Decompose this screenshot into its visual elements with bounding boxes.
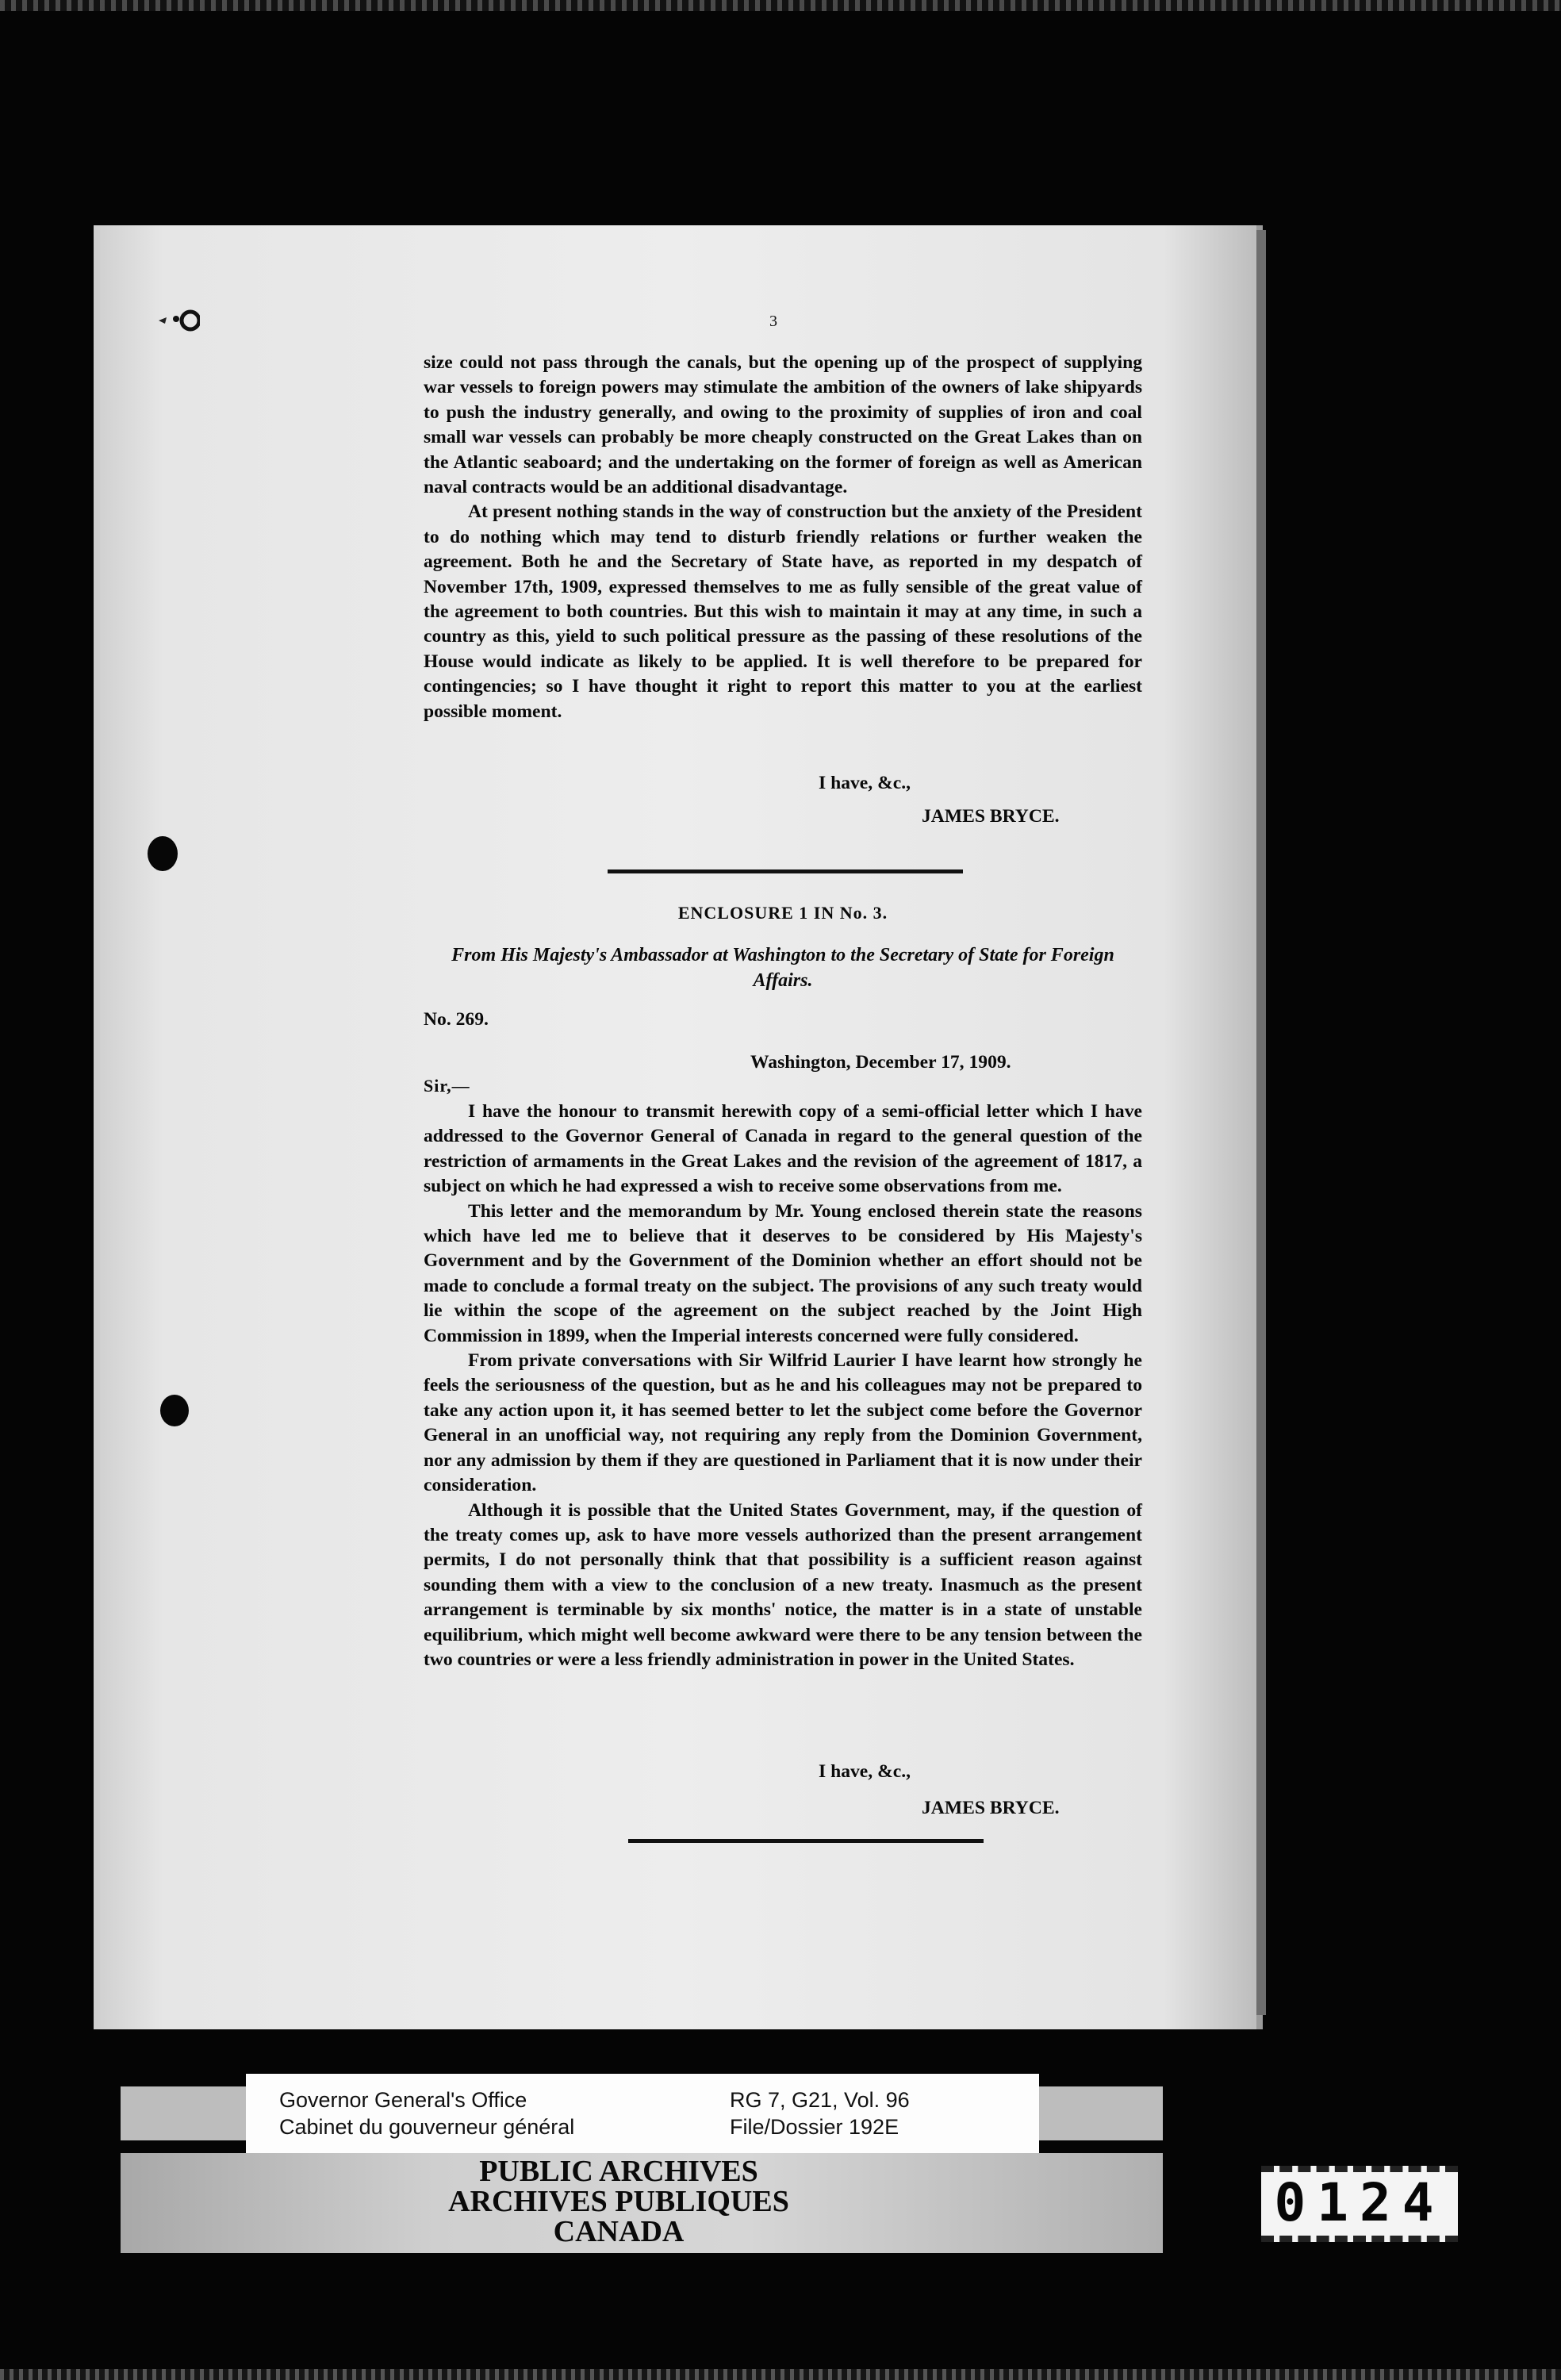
enclosure-paragraph-1: I have the honour to transmit herewith copy of a semi-official letter which I have addressed to the Governor General of Canada in regard to the general question of the restriction of armaments in the Great Lakes and the revision of the agreement of 1817, a subject on which he had expressed a wish to receive some observations from me. (424, 1101, 1142, 1197)
enclosure-paragraph-4: Although it is possible that the United States Government, may, if the question of the treaty comes up, ask to have more vessels authorized than the present arrangement permits, I do not personally think that that possibility is a sufficient reason against sounding them with a view to the conclusion of a new treaty. Inasmuch as the present arrangement is terminable by six months' notice, the matter is in a state of unstable equilibrium, which might well become awkward were there to be any tension between the two countries or were a less friendly administration in power in the United States. (424, 1499, 1142, 1670)
letter-signature: JAMES BRYCE. (922, 806, 1060, 827)
letter-paragraph-2: At present nothing stands in the way of construction but the anxiety of the President to do nothing which may tend to disturb friendly relations or further weaken the agreement. Both he and the Secretary of State have, as reported in my despatch of November 17th, 1909, expressed themselves to me as fully sensible of the great value of the agreement to both countries. But this wish to maintain it may at any time, in such a country as this, yield to such political pressure as the passing of these resolutions of the House would indicate as likely to be applied. It is well therefore to be prepared for contingencies; so I have thought it right to report this matter to you at the earliest possible moment. (424, 501, 1142, 722)
frame-counter: 0124 (1261, 2166, 1458, 2242)
file-number: File/Dossier 192E (730, 2115, 899, 2139)
corner-mark-icon (155, 306, 200, 335)
stamp-line-1: PUBLIC ARCHIVES (479, 2155, 758, 2188)
film-edge-top (0, 0, 1561, 11)
dateline: Washington, December 17, 1909. (750, 1052, 1011, 1073)
stamp-line-3: CANADA (553, 2215, 685, 2248)
enclosure-body (424, 1100, 1142, 1672)
archive-office (279, 2086, 574, 2140)
letter-closing: I have, &c., (819, 773, 911, 793)
punch-hole-bottom (160, 1395, 189, 1426)
letter-body (424, 351, 1142, 724)
archive-label (246, 2074, 1039, 2153)
office-english: Governor General's Office (279, 2088, 527, 2112)
office-french: Cabinet du gouverneur général (279, 2115, 575, 2139)
enclosure-heading: ENCLOSURE 1 IN No. 3. (677, 903, 888, 923)
enclosure-from-line: From His Majesty's Ambassador at Washington to the Secretary of State for Foreign Affairs. (451, 945, 1114, 991)
page-number: 3 (769, 313, 777, 330)
divider-rule-2 (628, 1839, 984, 1843)
enclosure-paragraph-3: From private conversations with Sir Wilfrid Laurier I have learnt how strongly he feels the seriousness of the question, but as he and his colleagues may not be prepared to take any action upon it, it has seemed better to let the subject come before the Governor General in an unofficial way, not requiring any reply from the Dominion Government, nor any admission by them if they are questioned in Parliament that it is now under their consideration. (424, 1350, 1142, 1496)
punch-hole-top (148, 836, 178, 871)
film-edge-bottom (0, 2369, 1561, 2380)
enclosure-signature: JAMES BRYCE. (922, 1798, 1060, 1818)
enclosure-closing: I have, &c., (819, 1761, 911, 1782)
despatch-number: No. 269. (424, 1009, 489, 1030)
letter-paragraph-1: size could not pass through the canals, but the opening up of the prospect of supplying war vessels to foreign powers may stimulate the ambition of the owners of lake shipyards to push the industry generally, and owing to the proximity of supplies of iron and coal small war vessels can probably be more cheaply constructed on the Great Lakes than on the Atlantic seaboard; and the undertaking on the former of foreign as well as American naval contracts would be an additional disadvantage. (424, 352, 1142, 498)
archive-reference (730, 2086, 910, 2140)
salutation: Sir,— (424, 1076, 470, 1096)
stamp-line-2: ARCHIVES PUBLIQUES (448, 2185, 789, 2218)
page-edge-shadow (1256, 230, 1266, 2015)
record-group: RG 7, G21, Vol. 96 (730, 2088, 910, 2112)
enclosure-paragraph-2: This letter and the memorandum by Mr. Young enclosed therein state the reasons which have led me to believe that it deserves to be considered by His Majesty's Government and by the Government of the Dominion whether an effort should not be made to conclude a formal treaty on the subject. The provisions of any such treaty would lie within the scope of the agreement on the subject reached by the Joint High Commission in 1899, when the Imperial interests concerned were fully considered. (424, 1200, 1142, 1346)
public-archives-stamp (444, 2156, 793, 2247)
divider-rule-1 (608, 869, 963, 873)
